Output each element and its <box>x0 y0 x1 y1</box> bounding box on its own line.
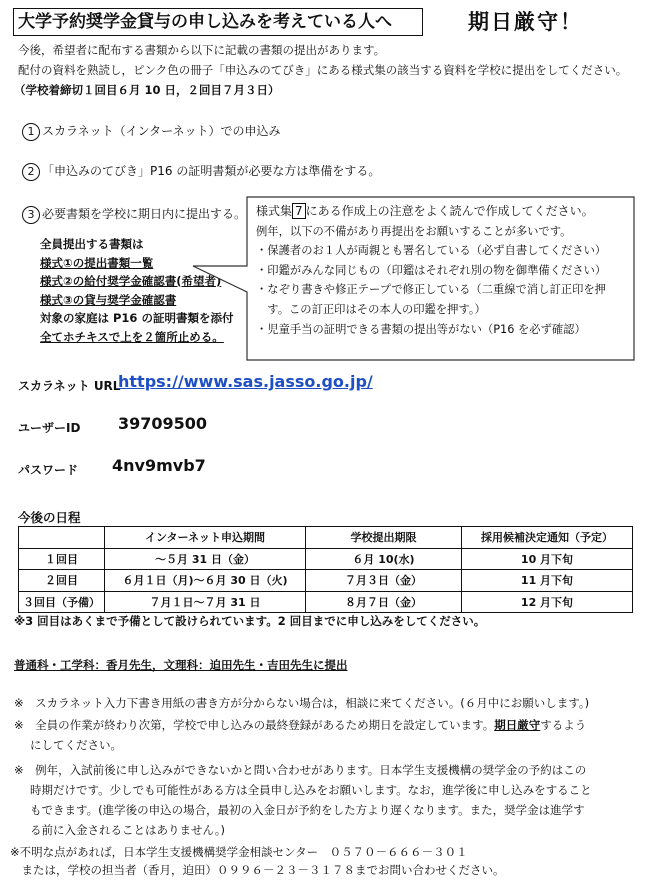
note-2-line-1 <box>14 716 586 735</box>
step-2-text: 「申込みのてびき」P16 の証明書類が必要な方は準備をする。 <box>42 164 381 178</box>
table-header-cell <box>19 527 105 549</box>
schedule-footnote: ※3 回目はあくまで予備として設けられています。2 回目までに申し込みをしてください。 <box>14 614 486 628</box>
table-row <box>19 548 633 570</box>
table-cell: ～５月 31 日（金） <box>105 548 306 570</box>
table-cell: ７月３日（金） <box>306 570 462 592</box>
callout-line: ・児童手当の証明できる書類の提出等がない（P16 を必ず確認） <box>256 322 586 336</box>
table-cell: 11 月下旬 <box>462 570 633 592</box>
table-header-cell: インターネット申込期間 <box>105 527 306 549</box>
note-3-line-1: ※ 例年，入試前後に申し込みができないかと問い合わせがあります。日本学生支援機構の奨学金の予約はこの <box>14 763 587 777</box>
table-row <box>19 570 633 592</box>
note-2-text-end: するよう <box>540 718 587 732</box>
password-label: パスワード <box>18 463 79 477</box>
note-1: ※ スカラネット入力下書き用紙の書き方が分からない場合は，相談に来てください。(６月中にお願いします。) <box>14 696 590 710</box>
callout-line: ・保護者のお１人が両親とも署名している（必ず自書してください） <box>256 244 607 258</box>
url-label: スカラネット URL <box>18 379 121 393</box>
password-value: 4nv9mvb7 <box>112 456 206 475</box>
step-3-text: 必要書類を学校に期日内に提出する。 <box>42 207 247 221</box>
page-title: 大学予約奨学金貸与の申し込みを考えている人へ <box>13 8 423 36</box>
docs-item-3: 様式③の貸与奨学金確認書 <box>40 292 177 307</box>
table-row <box>19 591 633 613</box>
intro-line-1: 今後，希望者に配布する書類から以下に記載の書類の提出があります。 <box>18 43 386 57</box>
step-number-2: 2 <box>22 163 40 181</box>
callout-line: ・なぞり書きや修正テープで修正している（二重線で消し訂正印を押 <box>256 283 606 297</box>
docs-item-2: 様式②の給付奨学金確認書(希望者) <box>40 274 222 288</box>
note-2-emphasis: 期日厳守 <box>494 718 541 732</box>
contact-line-2: または，学校の担当者（香月，迫田）０９９６－２３－３１７８までお問い合わせください。 <box>10 863 505 877</box>
table-cell: ７月１日～７月 31 日 <box>105 591 306 613</box>
table-cell: ６月 10(水) <box>306 548 462 570</box>
docs-note-2: 全てホチキスで上を２箇所止める。 <box>40 329 224 344</box>
note-2-text: ※ 全員の作業が終わり次第，学校で申し込みの最終登録があるため期日を設定しています。 <box>14 718 495 732</box>
form-number-box: 7 <box>292 203 306 219</box>
docs-note-1: 対象の家庭は P16 の証明書類を添付 <box>40 311 234 325</box>
deadline-badge: 期日厳守！ <box>468 10 583 34</box>
submit-teachers: 普通科・工学科：香月先生，文理科：迫田先生・吉田先生に提出 <box>14 658 348 672</box>
table-cell: ６月１日（月)～６月 30 日（火) <box>105 570 306 592</box>
step-number-1: 1 <box>22 123 40 141</box>
note-3-line-4: る前に入金されることはありません。) <box>30 823 225 837</box>
callout-line: 例年，以下の不備があり再提出をお願いすることが多いです。 <box>256 224 572 238</box>
step-number-3: 3 <box>22 206 40 224</box>
schedule-heading: 今後の日程 <box>18 510 81 525</box>
table-cell: 10 月下旬 <box>462 548 633 570</box>
user-id-label: ユーザーID <box>18 421 81 435</box>
docs-item-1: 様式①の提出書類一覧 <box>40 255 154 270</box>
scholarship-url-link[interactable]: https://www.sas.jasso.go.jp/ <box>118 372 373 391</box>
callout-heading-pre: 様式集 <box>256 204 293 218</box>
schedule-table <box>18 526 633 613</box>
table-cell: ８月７日（金） <box>306 591 462 613</box>
callout-line: す。この訂正印はその本人の印鑑を押す。） <box>256 302 486 316</box>
table-cell: ２回目 <box>19 570 105 592</box>
contact-line-1: ※不明な点があれば，日本学生支援機構奨学金相談センター ０５７０－６６６－３０１ <box>10 845 468 859</box>
user-id-value: 39709500 <box>118 414 208 433</box>
table-cell: 12 月下旬 <box>462 591 633 613</box>
note-2-line-2: にしてください。 <box>30 738 122 752</box>
intro-deadline-line: （学校着締切１回目６月 10 日，２回目７月３日） <box>14 83 280 97</box>
docs-heading: 全員提出する書類は <box>40 237 144 251</box>
intro-line-2: 配付の資料を熟読し，ピンク色の冊子「申込みのてびき」にある様式集の該当する資料を学校に提出をしてください。 <box>18 63 628 77</box>
table-header-cell: 採用候補決定通知（予定） <box>462 527 633 549</box>
table-cell: ３回目（予備） <box>19 591 105 613</box>
callout-heading <box>256 202 606 222</box>
step-1-text: スカラネット（インターネット）での申込み <box>42 124 281 138</box>
note-3-line-3: もできます。(進学後の申込の場合，最初の入金日が予約をした方より遅くなります。また，奨学金は進学す <box>30 803 585 817</box>
table-cell: １回目 <box>19 548 105 570</box>
callout-heading-post: にある作成上の注意をよく読んで作成してください。 <box>305 204 594 218</box>
callout-line: ・印鑑がみんな同じもの（印鑑はそれぞれ別の物を御準備ください） <box>256 263 607 277</box>
table-header-cell: 学校提出期限 <box>306 527 462 549</box>
table-header-row <box>19 527 633 549</box>
callout-text <box>256 202 606 339</box>
note-3-line-2: 時期だけです。少しでも可能性がある方は全員申し込みをお願いします。なお，進学後に申し込みをすること <box>30 783 592 797</box>
